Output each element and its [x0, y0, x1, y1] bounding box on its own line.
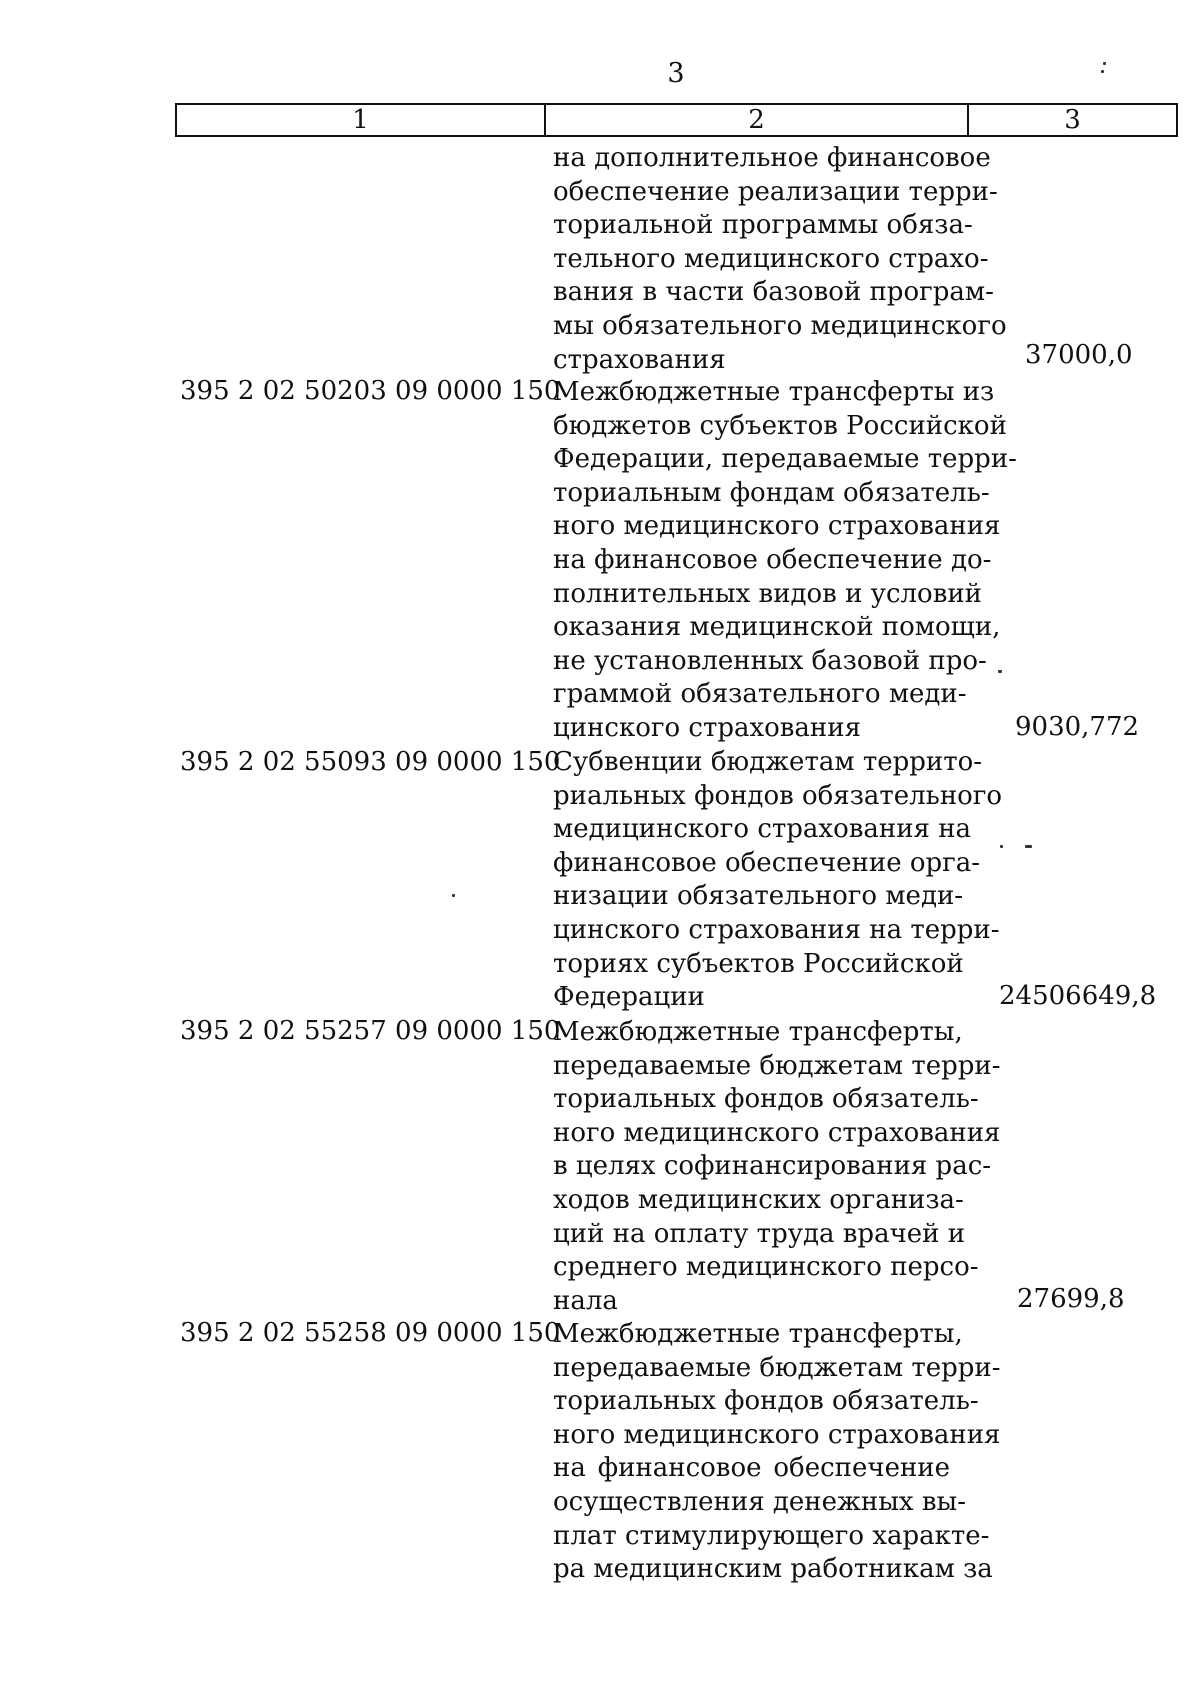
description-line: на финансовое обеспечение до-	[553, 544, 992, 575]
description-line: среднего медицинского персо-	[553, 1252, 979, 1283]
description-line: финансовое обеспечение орга-	[553, 847, 981, 878]
description-line: мы обязательного медицинского	[553, 310, 1007, 341]
description-line: ного медицинского страхования	[553, 1419, 1001, 1450]
description-line: оказания медицинской помощи,	[553, 612, 1001, 643]
row-description	[553, 142, 1007, 377]
description-line: на дополнительное финансовое	[553, 143, 991, 173]
row-description	[553, 1318, 1001, 1587]
description-line: ториальной программы обяза-	[553, 210, 973, 241]
table-header	[175, 103, 1178, 137]
description-line: граммой обязательного меди-	[553, 679, 967, 710]
description-line: не установленных базовой про-	[553, 645, 987, 676]
scan-speck	[1103, 62, 1106, 65]
description-line: тельного медицинского страхо-	[553, 243, 989, 274]
scan-speck	[1101, 70, 1104, 73]
description-line: передаваемые бюджетам терри-	[553, 1352, 1001, 1383]
scan-speck	[998, 670, 1002, 673]
description-line: на финансовое обеспечение	[553, 1453, 950, 1484]
scan-speck	[1025, 845, 1032, 848]
description-line: Межбюджетные трансферты из	[553, 377, 995, 407]
description-line: нала	[553, 1285, 618, 1316]
row-amount: 27699,8	[1017, 1284, 1125, 1314]
row-amount: 24506649,8	[999, 981, 1157, 1011]
description-line: бюджетов субъектов Российской	[553, 410, 1007, 441]
row-description	[553, 1016, 1001, 1318]
row-description	[553, 376, 1017, 746]
description-line: Межбюджетные трансферты,	[553, 1319, 963, 1349]
description-line: ходов медицинских организа-	[553, 1184, 964, 1215]
description-line: полнительных видов и условий	[553, 578, 982, 609]
row-code: 395 2 02 55257 09 0000 150	[180, 1016, 561, 1046]
description-line: обеспечение реализации терри-	[553, 176, 998, 207]
page-number: 3	[667, 58, 685, 89]
row-code: 395 2 02 55093 09 0000 150	[180, 747, 561, 777]
description-line: в целях софинансирования рас-	[553, 1151, 992, 1182]
description-line: ра медицинским работникам за	[553, 1554, 993, 1585]
row-description	[553, 746, 1003, 1015]
description-line: ториальных фондов обязатель-	[553, 1084, 979, 1115]
header-col-1: 1	[177, 105, 546, 135]
description-line: Межбюджетные трансферты,	[553, 1017, 963, 1047]
description-line: Субвенции бюджетам террито-	[553, 747, 983, 777]
description-line: осуществления денежных вы-	[553, 1486, 966, 1517]
description-line: ториальным фондам обязатель-	[553, 477, 990, 508]
description-line: риальных фондов обязательного	[553, 780, 1003, 811]
description-line: цинского страхования на терри-	[553, 914, 1000, 945]
description-line: плат стимулирующего характе-	[553, 1520, 990, 1551]
scan-speck	[1000, 845, 1003, 848]
description-line: цинского страхования	[553, 712, 861, 743]
description-line: Федерации	[553, 982, 705, 1013]
row-code: 395 2 02 50203 09 0000 150	[180, 376, 561, 406]
description-line: ториальных фондов обязатель-	[553, 1386, 979, 1417]
scan-speck	[452, 894, 455, 897]
description-line: ного медицинского страхования	[553, 1117, 1001, 1148]
header-col-3: 3	[1064, 105, 1081, 135]
header-col-2: 2	[546, 105, 969, 135]
description-line: низации обязательного меди-	[553, 881, 964, 912]
description-line: передаваемые бюджетам терри-	[553, 1050, 1001, 1081]
description-line: страхования	[553, 344, 726, 375]
description-line: ного медицинского страхования	[553, 511, 1001, 542]
description-line: Федерации, передаваемые терри-	[553, 444, 1017, 475]
description-line: ториях субъектов Российской	[553, 948, 964, 979]
row-amount: 9030,772	[1015, 712, 1140, 742]
row-amount: 37000,0	[1025, 340, 1133, 370]
description-line: ций на оплату труда врачей и	[553, 1218, 966, 1249]
row-code: 395 2 02 55258 09 0000 150	[180, 1318, 561, 1348]
description-line: вания в части базовой програм-	[553, 277, 994, 308]
description-line: медицинского страхования на	[553, 814, 972, 845]
